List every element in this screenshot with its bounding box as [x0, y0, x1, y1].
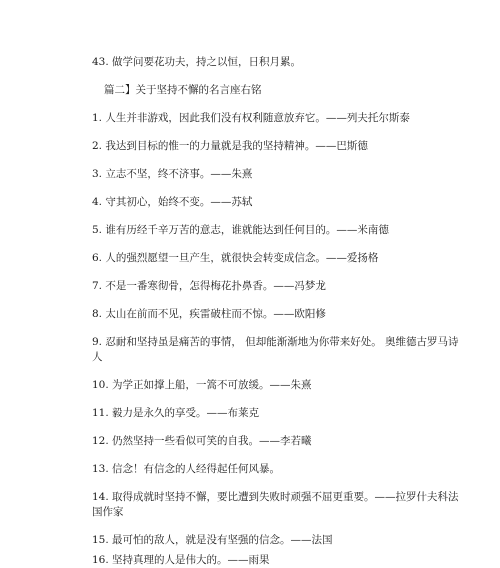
quote-11: 11. 毅力是永久的享受。——布莱克	[92, 407, 260, 419]
quote-15: 15. 最可怕的敌人，就是没有坚强的信念。——法国	[92, 534, 333, 546]
quote-14: 14. 取得成就时坚持不懈，要比遭到失败时顽强不屈更重要。——拉罗什夫科法国作家	[92, 491, 459, 518]
quote-6: 6. 人的强烈愿望一旦产生，就很快会转变成信念。——爱扬格	[92, 252, 379, 264]
quote-13: 13. 信念！有信念的人经得起任何风暴。	[92, 463, 281, 475]
section-title: 篇二】关于坚持不懈的名言座右铭	[104, 84, 262, 96]
quote-9: 9. 忍耐和坚持虽是痛苦的事情， 但却能渐渐地为你带来好处。 奥维德古罗马诗人	[92, 336, 459, 363]
quote-16: 16. 坚持真理的人是伟大的。——雨果	[92, 554, 270, 566]
quote-4: 4. 守其初心，始终不变。——苏轼	[92, 196, 253, 208]
quote-2: 2. 我达到目标的惟一的力量就是我的坚持精神。——巴斯德	[92, 140, 368, 152]
quote-3: 3. 立志不坚，终不济事。——朱熹	[92, 168, 253, 180]
quote-7: 7. 不是一番寒彻骨，怎得梅花扑鼻香。——冯梦龙	[92, 280, 326, 292]
quote-10: 10. 为学正如撑上船，一篙不可放缓。——朱熹	[92, 379, 312, 391]
quote-1: 1. 人生并非游戏，因此我们没有权利随意放弃它。——列夫托尔斯泰	[92, 112, 410, 124]
quote-8: 8. 太山在前而不见，疾雷破柱而不惊。——欧阳修	[92, 308, 326, 320]
quote-12: 12. 仍然坚持一些看似可笑的自我。——李若曦	[92, 435, 312, 447]
quote-5: 5. 谁有历经千辛万苦的意志，谁就能达到任何目的。——米南德	[92, 224, 389, 236]
quote-43: 43. 做学问要花功夫，持之以恒，日积月累。	[92, 56, 302, 68]
